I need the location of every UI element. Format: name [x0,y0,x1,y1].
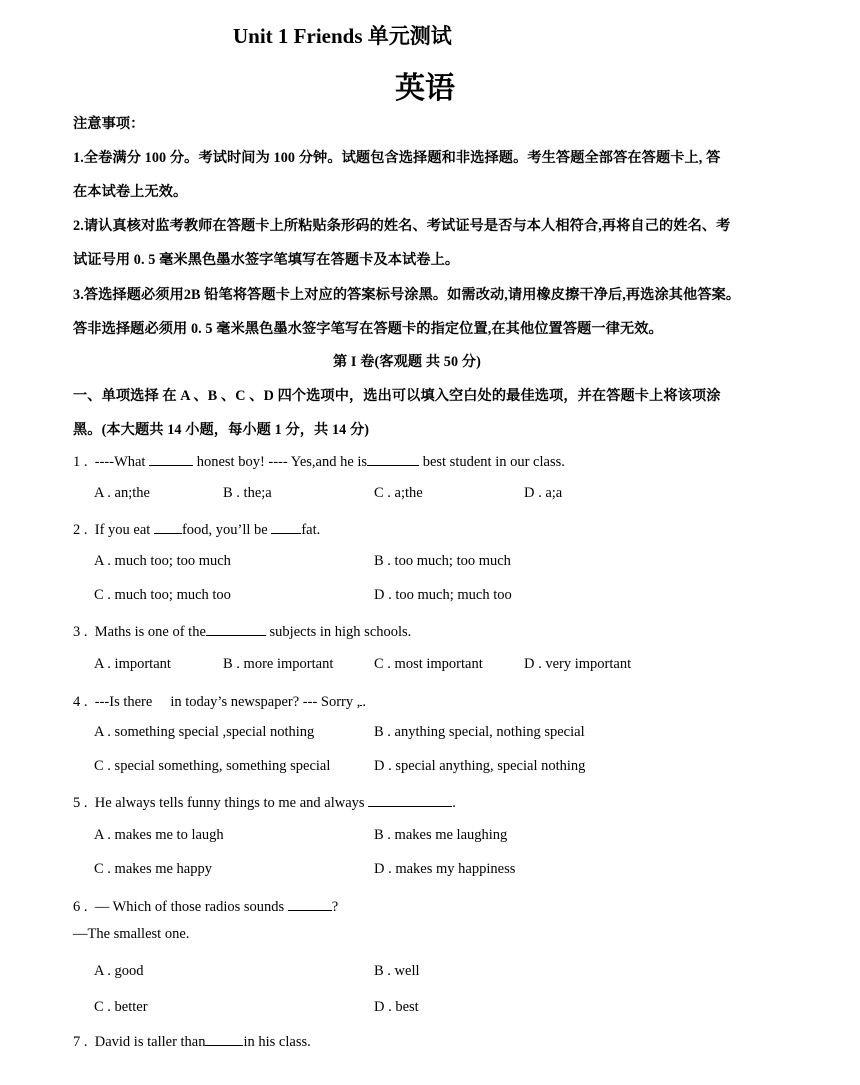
answer-blank[interactable] [205,1031,243,1046]
answer-line: —The smallest one. [73,926,190,942]
option-a[interactable]: A . much too; too much [94,553,231,569]
option-a[interactable]: A . makes me to laugh [94,827,224,843]
question-5: 5 . He always tells funny things to me and always . [73,792,456,812]
notes-line: 3.答选择题必须用2B 铅笔将答题卡上对应的答案标号涂黑。如需改动,请用橡皮擦干净后,再选涂其他答案。 [73,287,741,303]
question-6: 6 . — Which of those radios sounds ? [73,896,338,916]
answer-blank[interactable] [206,621,266,636]
option-d[interactable]: D . very important [524,656,632,672]
question-1: 1 . ----What honest boy! ---- Yes,and he is best student in our class. [73,451,565,471]
question-4: 4 . ---Is there in today’s newspaper? --- Sorry , . [73,691,366,711]
question-number: 4 . [73,694,88,710]
question-number: 5 . [73,795,88,811]
option-b[interactable]: B . the;a [223,485,272,501]
subject-title: 英语 [395,72,455,105]
option-a[interactable]: A . an;the [94,485,150,501]
section-instructions: 一、单项选择 在 A 、B 、C 、D 四个选项中，选出可以填入空白处的最佳选项，并在答题卡上将该项涂 [73,388,721,404]
option-c[interactable]: C . better [94,999,148,1015]
option-d[interactable]: D . too much; much too [374,587,512,603]
option-a[interactable]: A . something special ,special nothing [94,724,315,740]
option-d[interactable]: D . a;a [524,485,563,501]
answer-blank[interactable] [271,519,301,534]
option-b[interactable]: B . well [374,963,420,979]
option-c[interactable]: C . makes me happy [94,861,212,877]
answer-blank[interactable] [149,451,193,466]
answer-blank[interactable] [288,896,332,911]
answer-blank[interactable] [367,451,419,466]
option-c[interactable]: C . most important [374,656,483,672]
notes-line: 2.请认真核对监考教师在答题卡上所粘贴条形码的姓名、考试证号是否与本人相符合,再将自己的姓名、考 [73,218,731,234]
option-b[interactable]: B . too much; too much [374,553,511,569]
option-a[interactable]: A . important [94,656,171,672]
option-b[interactable]: B . more important [223,656,334,672]
option-d[interactable]: D . makes my happiness [374,861,516,877]
option-d[interactable]: D . best [374,999,419,1015]
notes-line: 试证号用 0. 5 毫米黑色墨水签字笔填写在答题卡及本试卷上。 [73,252,460,268]
option-b[interactable]: B . anything special, nothing special [374,724,585,740]
question-number: 6 . [73,899,88,915]
question-number: 7 . [73,1034,88,1050]
question-number: 3 . [73,624,88,640]
notes-line: 答非选择题必须用 0. 5 毫米黑色墨水签字笔写在答题卡的指定位置,在其他位置答题一律无效。 [73,321,663,337]
answer-blank[interactable] [154,519,182,534]
option-c[interactable]: C . much too; much too [94,587,231,603]
section-title: 第 I 卷(客观题 共 50 分) [333,354,481,370]
option-b[interactable]: B . makes me laughing [374,827,508,843]
option-c[interactable]: C . special something, something special [94,758,331,774]
answer-blank[interactable] [368,792,452,807]
question-3: 3 . Maths is one of the subjects in high schools. [73,621,411,641]
section-instructions: 黑。(本大题共 14 小题，每小题 1 分，共 14 分) [73,422,370,438]
notes-line: 1.全卷满分 100 分。考试时间为 100 分钟。试题包含选择题和非选择题。考生答题全部答在答题卡上, 答 [73,150,721,166]
notes-line: 在本试卷上无效。 [73,184,188,200]
question-number: 1 . [73,454,88,470]
notes-heading: 注意事项： [73,116,145,132]
question-2: 2 . If you eat food, you’ll be fat. [73,519,320,539]
option-d[interactable]: D . special anything, special nothing [374,758,586,774]
question-7: 7 . David is taller than in his class. [73,1031,311,1051]
option-a[interactable]: A . good [94,963,144,979]
exam-title: Unit 1 Friends 单元测试 [233,24,452,48]
option-c[interactable]: C . a;the [374,485,423,501]
question-number: 2 . [73,522,88,538]
